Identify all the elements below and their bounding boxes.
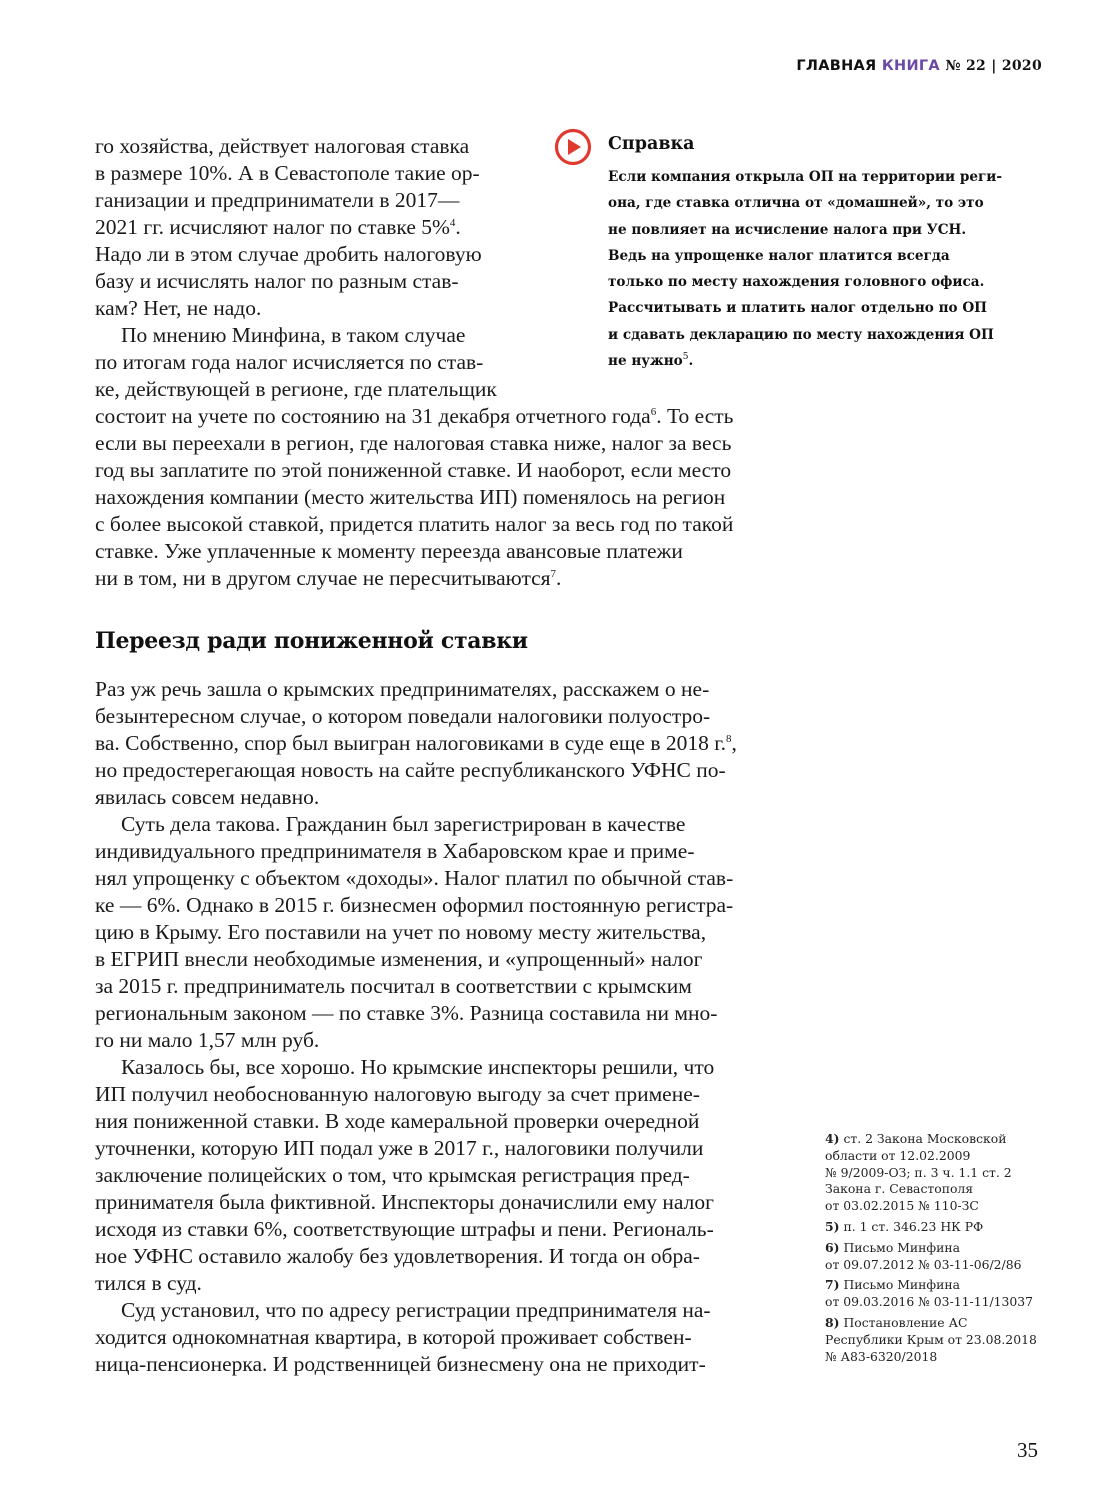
text-line: ганизации и предприниматели в 2017—	[95, 188, 460, 212]
text-line: ница-пенсионерка. И родственницей бизнесмену она не приходит-	[95, 1352, 706, 1376]
text-line: По мнению Минфина, в таком случае	[121, 323, 466, 347]
text-line: кам? Нет, не надо.	[95, 296, 262, 320]
issue-number: № 22 | 2020	[945, 58, 1042, 74]
footnote-ref[interactable]: 8	[726, 733, 732, 745]
body-column-top	[95, 133, 515, 403]
text-line: исходя из ставки 6%, соответствующие штрафы и пени. Региональ-	[95, 1217, 714, 1241]
sidebar-line: не нужно$^5$.	[608, 352, 694, 370]
text-line: за 2015 г. предприниматель посчитал в соответствии с крымским	[95, 974, 692, 998]
footnote-ref[interactable]: 5	[682, 352, 689, 363]
text-line: 2021 гг. исчисляют налог по ставке 5%$^4$.	[95, 215, 461, 239]
sidebar-line: и сдавать декларацию по месту нахождения ОП	[608, 326, 994, 343]
text-line: принимателя была фиктивной. Инспекторы доначислили ему налог	[95, 1190, 714, 1214]
text-line: региональным законом — по ставке 3%. Разница составила ни мно-	[95, 1001, 718, 1025]
text-line: заключение полицейских о том, что крымская регистрация пред-	[95, 1163, 690, 1187]
text-line: Надо ли в этом случае дробить налоговую	[95, 242, 482, 266]
text-line: но предостерегающая новость на сайте республиканского УФНС по-	[95, 758, 726, 782]
sidebar-title: Справка	[608, 134, 695, 154]
text-line: ставке. Уже уплаченные к моменту переезда авансовые платежи	[95, 539, 683, 563]
text-line: с более высокой ставкой, придется платить налог за весь год по такой	[95, 512, 734, 536]
text-line: ния пониженной ставки. В ходе камеральной проверки очередной	[95, 1109, 700, 1133]
sidebar-line: она, где ставка отлична от «домашней», то это	[608, 195, 984, 212]
footnote-7: 7) Письмо Минфина от 09.03.2016 № 03-11-11/13037	[825, 1277, 1034, 1310]
text-line: если вы переехали в регион, где налоговая ставка ниже, налог за весь	[95, 431, 732, 455]
running-header	[796, 58, 1042, 74]
sidebar-line: не повлияет на исчисление налога при УСН.	[608, 221, 967, 238]
body-column-wide	[95, 403, 773, 592]
text-line: ное УФНС оставило жалобу без удовлетворения. И тогда он обра-	[95, 1244, 700, 1268]
magazine-name-accent: КНИГА	[881, 58, 940, 74]
footnote-5: 5) п. 1 ст. 346.23 НК РФ	[825, 1218, 984, 1234]
section-heading: Переезд ради пониженной ставки	[95, 628, 528, 654]
section-body	[95, 676, 773, 1378]
magazine-name: ГЛАВНАЯ	[796, 58, 877, 74]
sidebar-text	[608, 164, 1048, 374]
play-circle-icon	[554, 128, 594, 168]
text-line: Казалось бы, все хорошо. Но крымские инспекторы решили, что	[121, 1055, 715, 1079]
sidebar-line: только по месту нахождения головного офиса.	[608, 274, 985, 291]
footnote-8: 8) Постановление АС Республики Крым от 23.08.2018 № А83-6320/2018	[825, 1314, 1037, 1364]
text-line: безынтересном случае, о котором поведали налоговики полуостро-	[95, 704, 711, 728]
text-line: по итогам года налог исчисляется по став-	[95, 350, 484, 374]
text-line: ва. Собственно, спор был выигран налоговиками в суде еще в 2018 г.$^8$,	[95, 731, 737, 755]
sidebar-line: Если компания открыла ОП на территории реги-	[608, 169, 1003, 185]
text-line: го хозяйства, действует налоговая ставка	[95, 134, 470, 158]
text-line: ке, действующей в регионе, где плательщик	[95, 377, 497, 401]
text-line: тился в суд.	[95, 1271, 202, 1295]
text-line: индивидуального предпринимателя в Хабаровском крае и приме-	[95, 839, 695, 863]
page-number: 35	[1017, 1438, 1038, 1462]
text-line: го ни мало 1,57 млн руб.	[95, 1028, 320, 1052]
text-line: уточненки, которую ИП подал уже в 2017 г., налоговики получили	[95, 1136, 704, 1160]
text-line: базу и исчислять налог по разным став-	[95, 269, 459, 293]
sidebar-line: Ведь на упрощенке налог платится всегда	[608, 247, 950, 264]
footnote-6: 6) Письмо Минфина от 09.07.2012 № 03-11-06/2/86	[825, 1239, 1022, 1272]
text-line: нял упрощенку с объектом «доходы». Налог платил по обычной став-	[95, 866, 734, 890]
text-line: год вы заплатите по этой пониженной ставке. И наоборот, если место	[95, 458, 732, 482]
text-line: ни в том, ни в другом случае не пересчитываются$^7$.	[95, 566, 562, 590]
text-line: состоит на учете по состоянию на 31 декабря отчетного года$^6$. То есть	[95, 404, 734, 428]
footnote-ref[interactable]: 7	[550, 568, 557, 580]
sidebar-line: Рассчитывать и платить налог отдельно по ОП	[608, 300, 988, 317]
text-line: ходится однокомнатная квартира, в которой проживает собствен-	[95, 1325, 692, 1349]
footnotes	[825, 1131, 1055, 1369]
text-line: явилась совсем недавно.	[95, 785, 320, 809]
footnote-ref[interactable]: 4	[449, 217, 456, 229]
text-line: Суть дела такова. Гражданин был зарегистрирован в качестве	[121, 812, 686, 836]
text-line: ке — 6%. Однако в 2015 г. бизнесмен оформил постоянную регистра-	[95, 893, 734, 917]
text-line: цию в Крыму. Его поставили на учет по новому месту жительства,	[95, 920, 707, 944]
text-line: в размере 10%. А в Севастополе такие ор-	[95, 161, 480, 185]
footnote-ref[interactable]: 6	[650, 406, 657, 418]
text-line: в ЕГРИП внесли необходимые изменения, и «упрощенный» налог	[95, 947, 703, 971]
text-line: Суд установил, что по адресу регистрации предпринимателя на-	[121, 1298, 711, 1322]
text-line: нахождения компании (место жительства ИП) поменялось на регион	[95, 485, 726, 509]
text-line: ИП получил необоснованную налоговую выгоду за счет примене-	[95, 1082, 700, 1106]
text-line: Раз уж речь зашла о крымских предпринимателях, расскажем о не-	[95, 677, 710, 701]
footnote-4: 4) ст. 2 Закона Московской области от 12.02.2009 № 9/2009-ОЗ; п. 3 ч. 1.1 ст. 2 Закона г. Севастополя от 03.02.2015 № 110-ЗС	[825, 1131, 1012, 1214]
